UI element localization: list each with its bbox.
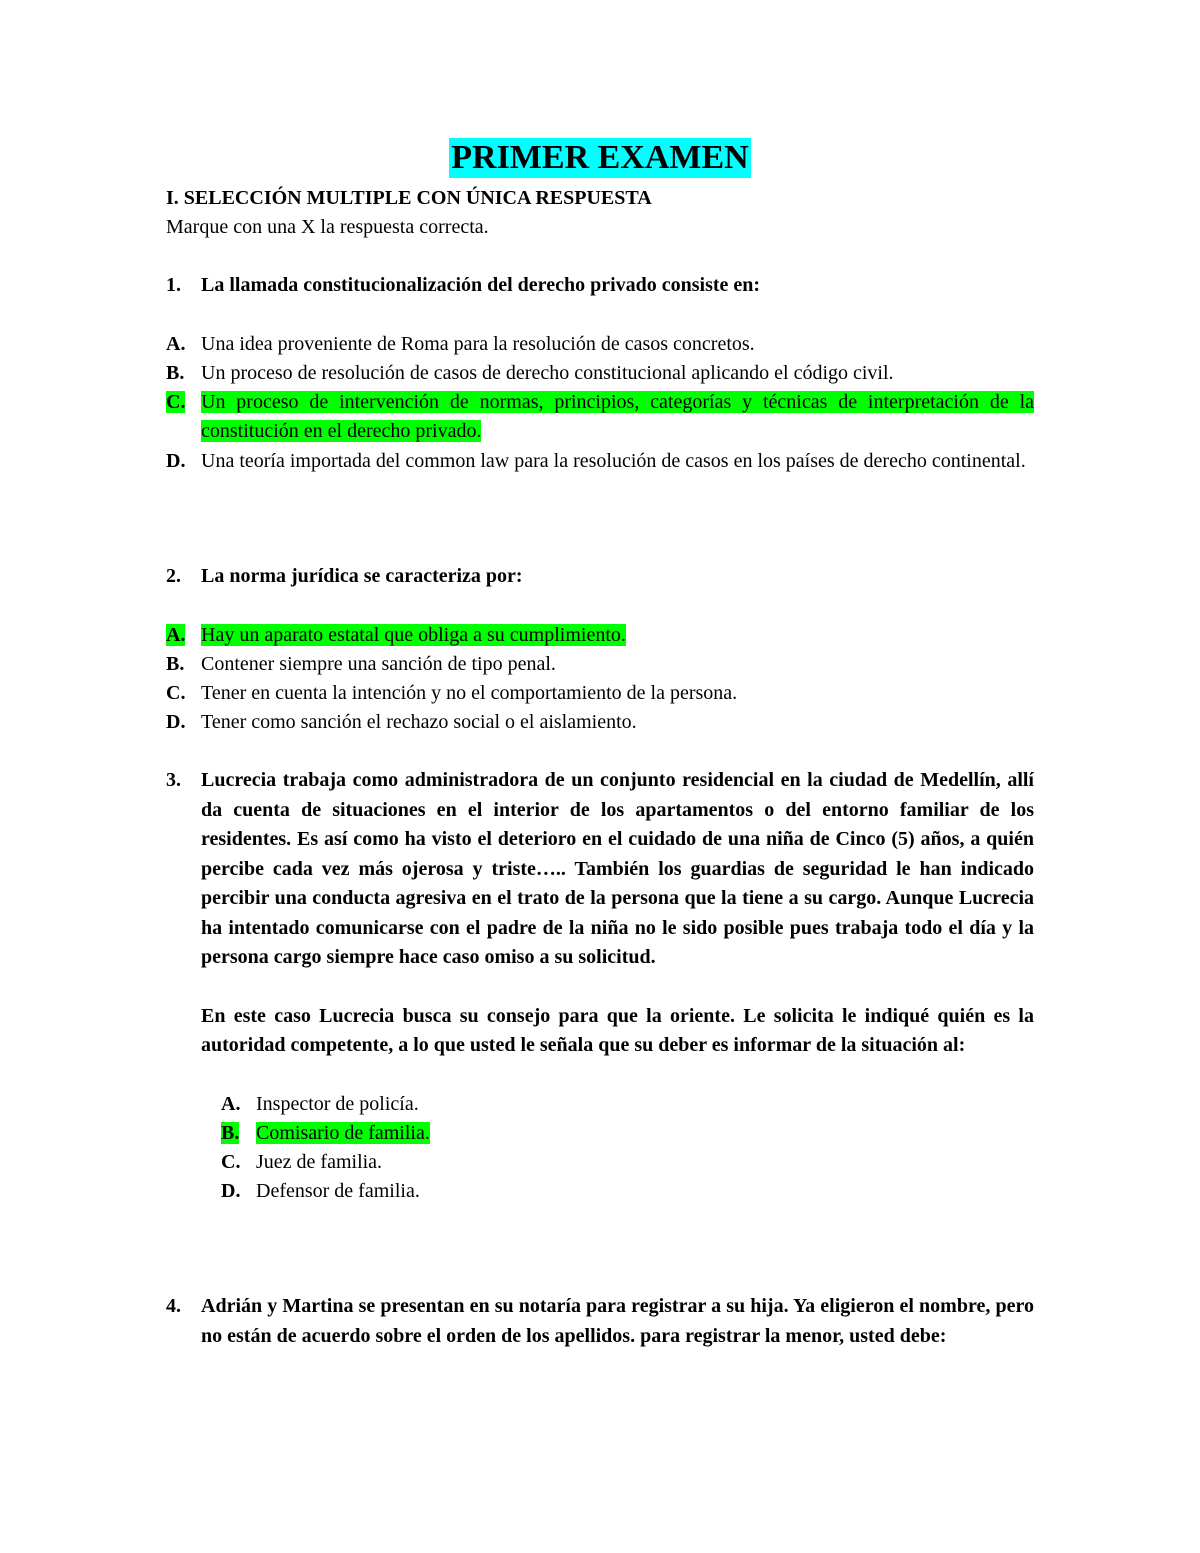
option-text: Juez de familia.: [256, 1151, 383, 1174]
option-d[interactable]: [166, 708, 1034, 737]
option-c[interactable]: [221, 1148, 1034, 1177]
option-letter: A.: [166, 623, 186, 646]
question-stem: [166, 562, 1034, 592]
question-text: La llamada constitucionalización del derecho privado consiste en:: [201, 274, 761, 296]
option-letter: D.: [221, 1180, 241, 1203]
option-letter: B.: [166, 652, 185, 675]
question-text-continued: En este caso Lucrecia busca su consejo para que la oriente. Le solicita le indiqué quién es la autoridad competente, a lo que usted le señala que su deber es informar de la situación al:: [201, 1004, 1034, 1056]
option-text: Una idea proveniente de Roma para la resolución de casos concretos.: [201, 332, 755, 355]
question-number: 2.: [166, 565, 181, 587]
question-1: [166, 271, 1034, 476]
question-text: La norma jurídica se caracteriza por:: [201, 565, 523, 587]
option-c-correct[interactable]: [166, 388, 1034, 447]
question-text: Adrián y Martina se presentan en su notaría para registrar a su hija. Ya eligieron el nombre, pero no están de acuerdo sobre el orden de los apellidos. para registrar la menor, usted debe:: [201, 1295, 1034, 1347]
question-stem: [166, 1292, 1034, 1351]
option-text: Un proceso de resolución de casos de derecho constitucional aplicando el código civil.: [201, 361, 894, 384]
question-number: 1.: [166, 274, 181, 296]
option-letter: A.: [166, 332, 186, 355]
option-b[interactable]: [166, 650, 1034, 679]
question-4: [166, 1292, 1034, 1351]
exam-title: PRIMER EXAMEN: [451, 139, 749, 176]
section-heading: I. SELECCIÓN MULTIPLE CON ÚNICA RESPUESTA: [166, 187, 652, 209]
question-number: 4.: [166, 1295, 181, 1317]
option-a-correct[interactable]: [166, 621, 1034, 650]
question-3: [166, 766, 1034, 1207]
option-text-highlighted: Un proceso de intervención de normas, principios, categorías y técnicas de interpretación de la constitución en el derecho privado.: [201, 391, 1034, 443]
question-number: 3.: [166, 769, 181, 791]
options-list: [221, 1090, 1034, 1207]
option-text: Tener en cuenta la intención y no el comportamiento de la persona.: [201, 682, 738, 705]
option-letter: B.: [221, 1121, 240, 1144]
option-text-highlighted: Comisario de familia.: [256, 1121, 430, 1144]
option-text-highlighted: Hay un aparato estatal que obliga a su cumplimiento.: [201, 623, 626, 646]
option-c[interactable]: [166, 679, 1034, 708]
title-container: [0, 138, 1200, 178]
instructions-text: Marque con una X la respuesta correcta.: [166, 216, 489, 238]
question-stem: [166, 766, 1034, 1061]
option-letter: B.: [166, 361, 185, 384]
option-d[interactable]: [166, 447, 1034, 476]
option-b[interactable]: [166, 359, 1034, 388]
question-text: Lucrecia trabaja como administradora de un conjunto residencial en la ciudad de Medellín, allí da cuenta de situaciones en el interior de los apartamentos o del entorno familiar de los residentes. Es así como ha visto el deterioro en el cuidado de una niña de Cinco (5) años, a quién percibe cada vez más ojerosa y triste….. También los guardias de seguridad le han indicado percibir una conducta agresiva en el trato de la persona que la tiene a su cargo. Aunque Lucrecia ha intentado comunicarse con el padre de la niña no le sido posible pues trabaja todo el día y la persona cargo siempre hace caso omiso a su solicitud.: [201, 769, 1034, 968]
option-text: Contener siempre una sanción de tipo penal.: [201, 652, 556, 675]
option-a[interactable]: [166, 330, 1034, 359]
option-letter: C.: [166, 682, 186, 705]
option-text: Tener como sanción el rechazo social o el aislamiento.: [201, 711, 637, 734]
options-list: [166, 330, 1034, 476]
option-text: Una teoría importada del common law para la resolución de casos en los países de derecho continental.: [201, 449, 1026, 472]
option-text: Defensor de familia.: [256, 1180, 420, 1203]
option-letter: C.: [166, 391, 186, 414]
option-text: Inspector de policía.: [256, 1092, 419, 1115]
option-letter: C.: [221, 1151, 241, 1174]
option-d[interactable]: [221, 1177, 1034, 1206]
option-b-correct[interactable]: [221, 1119, 1034, 1148]
option-a[interactable]: [221, 1090, 1034, 1119]
question-2: [166, 562, 1034, 738]
question-stem: [166, 271, 1034, 301]
option-letter: D.: [166, 449, 186, 472]
option-letter: A.: [221, 1092, 241, 1115]
option-letter: D.: [166, 711, 186, 734]
options-list: [166, 621, 1034, 738]
